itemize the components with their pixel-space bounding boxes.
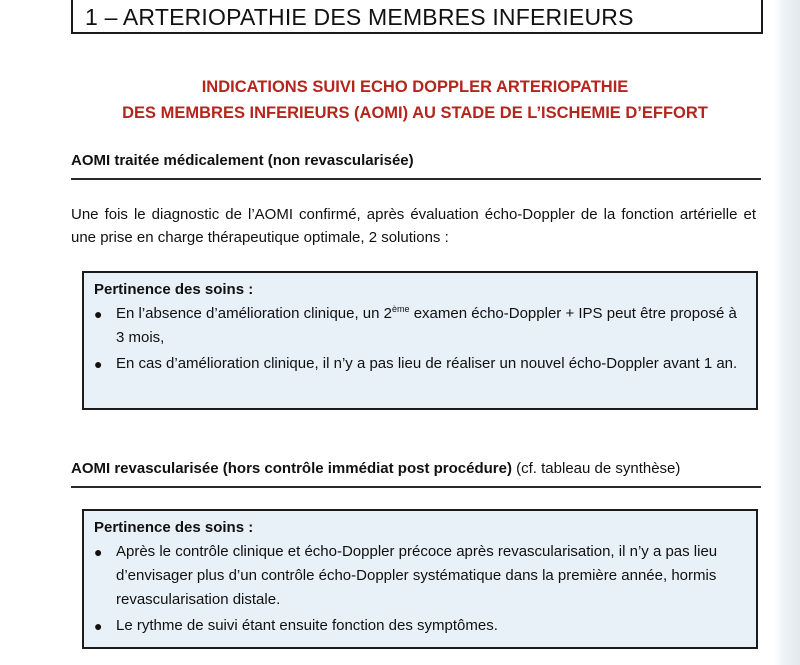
list-item [94,352,746,376]
section-medical-paragraph: Une fois le diagnostic de l’AOMI confirmé, après évaluation écho-Doppler de la fonction artérielle et une prise en charge thérapeutique optimale, 2 solutions : [71,206,756,246]
pertinence-box-medical [82,271,758,410]
bullet-icon: ● [94,544,103,560]
list-item [94,614,746,638]
page-edge-shadow [774,0,800,665]
page-title: 1 – ARTERIOPATHIE DES MEMBRES INFERIEURS [71,0,763,34]
indications-heading-line-1: INDICATIONS SUIVI ECHO DOPPLER ARTERIOPATHIE [201,78,629,96]
bullet-icon: ● [94,306,103,322]
section-heading-medical [71,152,761,180]
bullet-text: Le rythme de suivi étant ensuite fonction des symptômes. [116,617,498,634]
bullet-text-start: En l’absence d’amélioration clinique, un 2 [116,305,393,322]
bullet-icon: ● [94,618,103,634]
superscript-ordinal: ème [392,304,410,314]
pertinence-box-revascularized [82,509,758,649]
pertinence-box-title: Pertinence des soins : [94,519,254,536]
indications-heading-line-2: DES MEMBRES INFERIEURS (AOMI) AU STADE DE L’ISCHEMIE D’EFFORT [122,104,708,122]
bullet-text: Après le contrôle clinique et écho-Doppler précoce après revascularisation, il n’y a pas lieu d’envisager plus d’un contrôle écho-Doppler systématique dans la première année, hormis revascularisation distale. [116,543,718,608]
bullet-text: En cas d’amélioration clinique, il n’y a pas lieu de réaliser un nouvel écho-Doppler avant 1 an. [116,355,738,372]
bullet-text-end: examen écho-Doppler + IPS peut être proposé à 3 mois, [116,305,737,346]
list-item [94,540,746,612]
section-heading-revascularized-note: (cf. tableau de synthèse) [511,460,681,477]
list-item [94,302,746,350]
section-heading-revascularized [71,460,761,488]
section-heading-medical-text: AOMI traitée médicalement (non revascularisée) [71,152,414,169]
section-heading-revascularized-bold: AOMI revascularisée (hors contrôle immédiat post procédure) [71,460,512,477]
pertinence-box-title: Pertinence des soins : [94,281,254,298]
bullet-icon: ● [94,356,103,372]
